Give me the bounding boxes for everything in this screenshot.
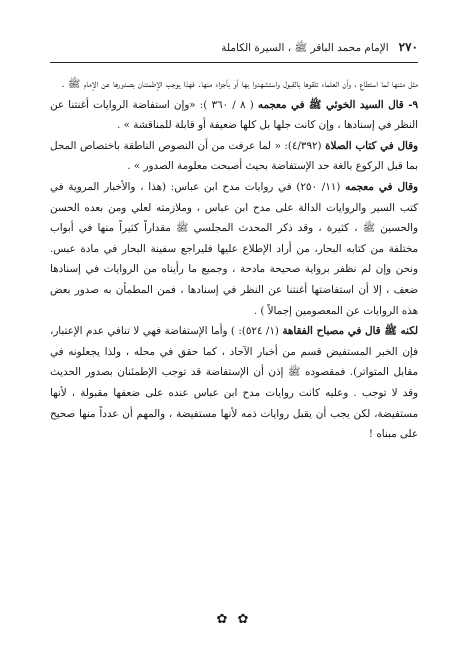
paragraph-text: (١/ ٥٢٤): ) وأما الإستفاضة فهي لا تنافي عدم الإعتبار، فإن الخبر المستفيض قسم من أخبار الآحاد ، كما حقق في محله ، ولذا يجعلونه في مقابل المتواتر). فمقصوده ﷺ إذن أن الإستفاضة قد توجب الإطمئنان بصدور الحديث وقد لا توجب . وعليه كانت روايات مدح ابن عباس عنده على ضعفها مقبولة ، لأنها مستفيضة، لكن يجب أن يقبل روايات ذمه لأنها مستفيضة ، والمهم أن عدداً منها صحيح على مبناه ! bbox=[50, 325, 418, 441]
paragraph bbox=[50, 95, 418, 136]
paragraph bbox=[50, 321, 418, 445]
paragraph bbox=[50, 177, 418, 321]
paragraph bbox=[50, 136, 418, 177]
paragraph-lead: وقال في معجمه bbox=[345, 180, 419, 193]
page-header bbox=[50, 40, 418, 60]
paragraph-text: (١١/ ٢٥٠) في روايات مدح ابن عباس: (هذا ، والأخبار المروية في كتب السير والروايات الدالة على مدح ابن عباس ، وملازمته لعلي ومن بعده الحسن والحسين ﷺ ، كثيرة ، وقد ذكر المحدث المجلسي ﷺ مقداراً كثيراً منها في أبواب مختلفة من كتابه البحار، من أراد الإطلاع عليها فليراجع سفينة البحار في مادة عبس. ونحن وإن لم نظفر برواية صحيحة مادحة ، وجميع ما رأيناه من الروايات في إسنادها ضعف ، إلا أن استفاضتها أغنتنا عن النظر في إسنادها ، فمن المطمأن به صدور بعض هذه الروايات عن المعصومين إجمالاً ) . bbox=[50, 180, 418, 317]
page-body bbox=[50, 74, 418, 445]
paragraph-text: ( ٨ / ٣٦٠ ): «وإن استفاضة الروايات أغنتنا عن النظر في إسنادها ، وإن كانت جلها بل كلها ضعيفة أو قابلة للمناقشة » . bbox=[50, 98, 418, 132]
page-number: ٢٧٠ bbox=[398, 40, 418, 54]
footer-ornament: ✿ ✿ bbox=[216, 612, 252, 627]
paragraph-text: (٤/٣٩٢): « لما عرفت من أن النصوص الناطقة باختصاص المحل بما قبل الركوع بالغة حد الإستفاضة بحيث أصبحت معلومة الصدور » . bbox=[50, 139, 418, 173]
header-rule bbox=[50, 62, 418, 63]
paragraph-lead: لكنه ﷺ قال في مصباح الفقاهة bbox=[282, 325, 418, 338]
paragraph bbox=[50, 74, 418, 95]
running-title: الإمام محمد الباقر ﷺ ، السيرة الكاملة bbox=[221, 42, 389, 54]
paragraph-lead: وقال في كتاب الصلاة bbox=[325, 139, 418, 152]
paragraph-text: مثل متنها لما استطاع ، وأن العلماء تلقوها بالقبول واستشهدوا بها أو بأجزاء منها. فهذا يوجب الإطمئنان بصدورها عن الإمام ﷺ . bbox=[61, 78, 418, 90]
paragraph-lead: ٩- قال السيد الخوئي ﷺ في معجمه bbox=[257, 98, 418, 111]
